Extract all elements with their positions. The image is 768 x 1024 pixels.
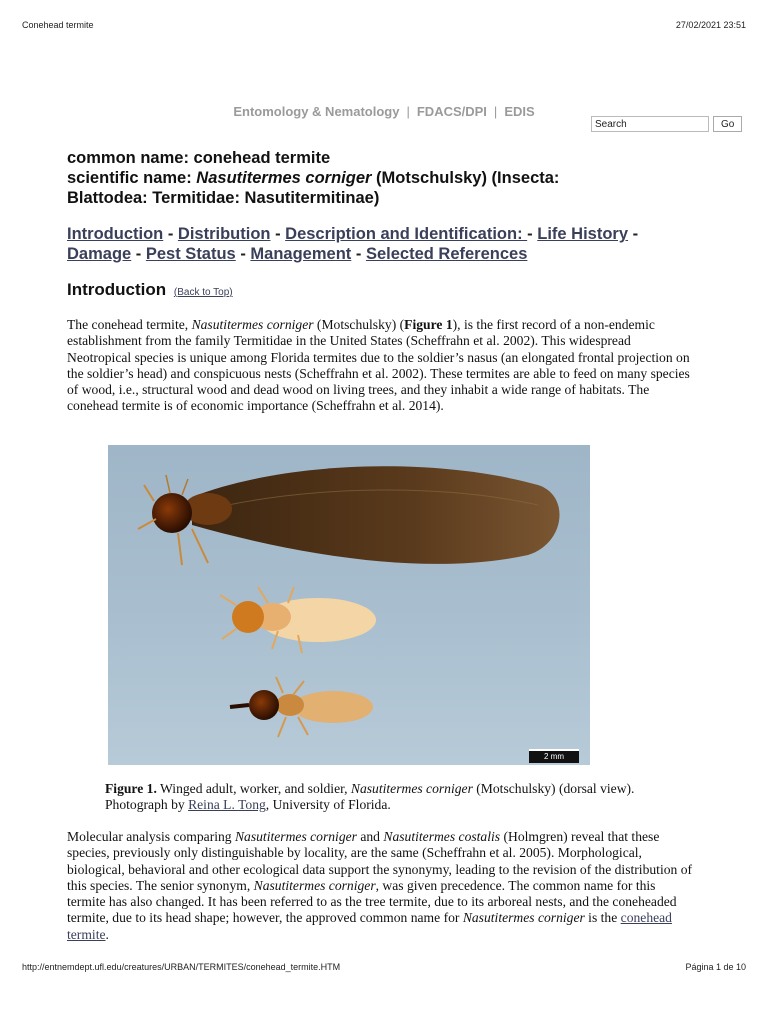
search-input[interactable]	[591, 116, 709, 132]
nav-separator: |	[406, 104, 410, 119]
soldier-termite	[230, 677, 373, 737]
scientific-name: scientific name: Nasutitermes corniger (Motschulsky) (Insecta:	[67, 169, 560, 187]
toc-introduction[interactable]: Introduction	[67, 225, 164, 243]
section-heading-introduction	[67, 280, 697, 300]
print-header	[22, 20, 746, 30]
scale-bar: 2 mm	[529, 749, 579, 763]
print-footer-url: http://entnemdept.ufl.edu/creatures/URBAN/TERMITES/conehead_termite.HTM	[22, 962, 341, 972]
toc-separator: -	[163, 225, 178, 243]
toc-life-history[interactable]: Life History	[537, 225, 629, 243]
figure-caption: Figure 1. Winged adult, worker, and soldier, Nasutitermes corniger (Motschulsky) (dorsal view). Photograph by Reina L. Tong, University of Florida.	[105, 781, 635, 813]
toc-description[interactable]: Description and Identification:	[285, 225, 528, 243]
search-go-button[interactable]: Go	[713, 116, 742, 132]
toc-separator: -	[235, 245, 251, 263]
toc-pest-status[interactable]: Pest Status	[145, 245, 236, 263]
termite-illustration	[108, 445, 590, 765]
nav-link-entomology[interactable]: Entomology & Nematology	[233, 104, 400, 119]
back-to-top-link[interactable]: (Back to Top)	[173, 287, 233, 298]
print-footer-page: Página 1 de 10	[685, 962, 746, 972]
toc-separator: -	[270, 225, 286, 243]
species-name: Nasutitermes corniger	[196, 169, 372, 187]
toc-separator: -	[628, 225, 639, 243]
toc-separator: -	[131, 245, 146, 263]
intro-paragraph: The conehead termite, Nasutitermes corniger (Motschulsky) (Figure 1), is the first record of a non-endemic establishment from the family Termitidae in the United States (Scheffrahn et al. 2002). This widespread Neotropical species is unique among Florida termites due to the soldier’s nasus (an elongated frontal projection on the soldier’s head) and conspicuous nests (Scheffrahn et al. 2002). These termites are able to feed on many species of wood, i.e., structural wood and dead wood on living trees, and they inhabit a wide range of habitats. The conehead termite is of economic importance (Scheffrahn et al. 2014).	[67, 317, 690, 414]
winged-adult	[138, 466, 560, 565]
nav-link-edis[interactable]: EDIS	[504, 104, 535, 119]
synonymy-paragraph: Molecular analysis comparing Nasutitermes corniger and Nasutitermes costalis (Holmgren) reveal that these species, previously only distinguishable by locality, are the same (Scheffrahn et al. 2005). Morphological, biological, behavioral and other ecological data support the synonymy, leading to the revision of the distribution of this species. The senior synonym, Nasutitermes corniger, was given precedence. The common name for this termite has also changed. It has been referred to as the tree termite, due to its arboreal nests, and the coneheaded termite, due to its head shape; however, the approved common name for Nasutitermes corniger is the conehead termite.	[67, 829, 693, 942]
photographer-link[interactable]: Reina L. Tong	[188, 797, 266, 813]
section-title: Introduction	[67, 280, 167, 299]
toc-distribution[interactable]: Distribution	[177, 225, 271, 243]
worker-termite	[220, 587, 376, 653]
conehead-termite-link[interactable]: conehead termite	[67, 910, 672, 942]
search-form	[591, 116, 742, 132]
toc-separator: -	[527, 225, 538, 243]
nav-link-fdacs[interactable]: FDACS/DPI	[416, 104, 487, 119]
toc-management[interactable]: Management	[250, 245, 352, 263]
nav-separator: |	[493, 104, 498, 119]
table-of-contents	[67, 224, 697, 264]
termite-photo	[108, 445, 590, 765]
page-title	[67, 148, 697, 208]
print-header-title: Conehead termite	[22, 20, 94, 30]
print-footer	[22, 962, 746, 972]
classification: Blattodea: Termitidae: Nasutitermitinae)	[67, 189, 380, 207]
print-header-datetime: 27/02/2021 23:51	[675, 20, 746, 30]
toc-selected-references[interactable]: Selected References	[365, 245, 528, 263]
toc-damage[interactable]: Damage	[67, 245, 132, 263]
toc-separator: -	[351, 245, 366, 263]
common-name: common name: conehead termite	[67, 149, 331, 167]
